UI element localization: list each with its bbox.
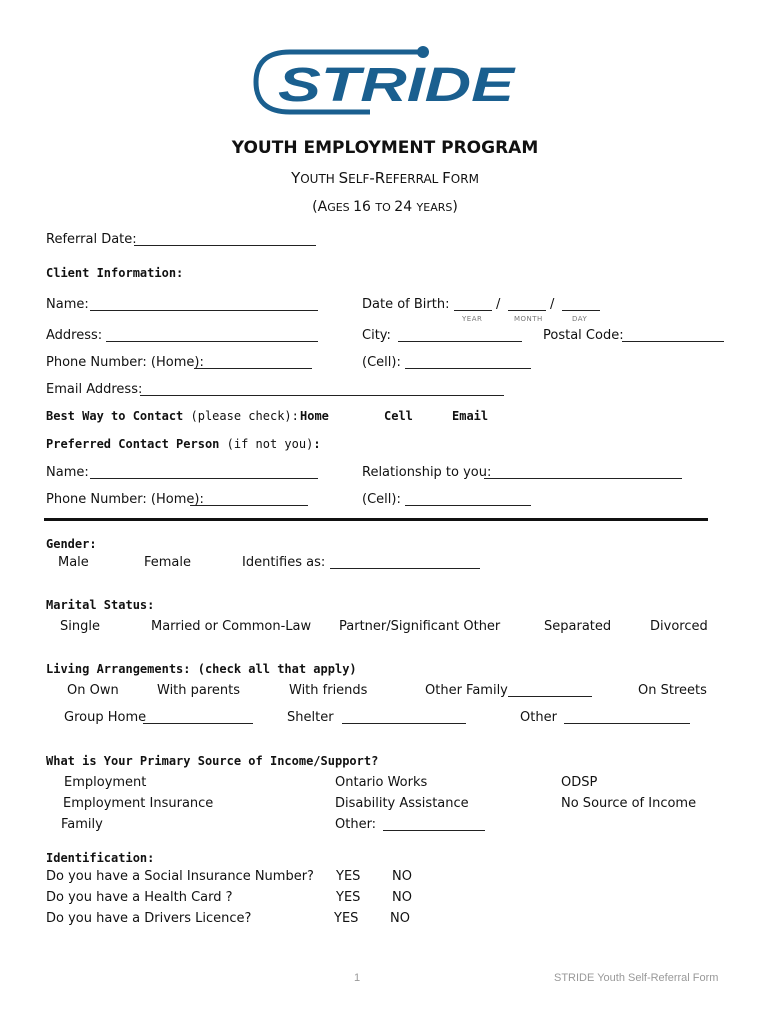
living-option-other[interactable]: Other [520, 710, 557, 725]
relationship-field[interactable] [484, 478, 682, 479]
living-option-shelter[interactable]: Shelter [287, 710, 334, 725]
id-question-drivers-licence: Do you have a Drivers Licence? [46, 911, 252, 926]
relationship-label: Relationship to you: [362, 465, 492, 480]
preferred-name-label: Name: [46, 465, 89, 480]
preferred-phone-home-label: Phone Number: (Home): [46, 492, 204, 507]
dob-day-hint: DAY [572, 315, 588, 323]
id-question-sin: Do you have a Social Insurance Number? [46, 869, 314, 884]
best-way-label: Best Way to Contact (please check): [46, 409, 299, 423]
dob-month-field[interactable] [508, 310, 546, 311]
city-field[interactable] [398, 341, 522, 342]
contact-option-home[interactable]: Home [300, 409, 329, 423]
form-ages: (AGES 16 TO 24 YEARS) [312, 199, 458, 215]
address-label: Address: [46, 328, 103, 343]
living-option-other-family[interactable]: Other Family [425, 683, 508, 698]
preferred-name-field[interactable] [90, 478, 318, 479]
living-heading: Living Arrangements: (check all that apply) [46, 662, 357, 676]
client-name-label: Name: [46, 297, 89, 312]
id-health-yes[interactable]: YES [336, 890, 361, 905]
marital-option-partner[interactable]: Partner/Significant Other [339, 619, 501, 634]
dob-label: Date of Birth: [362, 297, 450, 312]
email-label: Email Address: [46, 382, 143, 397]
dob-day-field[interactable] [562, 310, 600, 311]
cell-field[interactable] [405, 368, 531, 369]
living-option-with-parents[interactable]: With parents [157, 683, 241, 698]
marital-option-separated[interactable]: Separated [544, 619, 612, 634]
gender-identifies-label: Identifies as: [242, 555, 326, 570]
other-family-field[interactable] [508, 696, 592, 697]
income-option-odsp[interactable]: ODSP [561, 775, 598, 790]
logo-text: STRIDE [278, 59, 517, 112]
contact-option-cell[interactable]: Cell [384, 409, 413, 423]
section-divider [44, 518, 708, 521]
logo-graphic [250, 44, 522, 120]
dob-sep-2: / [550, 297, 555, 312]
contact-option-email[interactable]: Email [452, 409, 489, 423]
id-question-health-card: Do you have a Health Card ? [46, 890, 233, 905]
preferred-cell-field[interactable] [405, 505, 531, 506]
dob-year-hint: YEAR [462, 315, 483, 323]
client-name-field[interactable] [90, 310, 318, 311]
page-number: 1 [354, 972, 361, 984]
living-option-on-own[interactable]: On Own [67, 683, 119, 698]
living-other-field[interactable] [564, 723, 690, 724]
preferred-phone-home-field[interactable] [190, 505, 308, 506]
phone-home-field[interactable] [194, 368, 312, 369]
income-option-disability[interactable]: Disability Assistance [335, 796, 469, 811]
postal-code-field[interactable] [622, 341, 724, 342]
marital-option-single[interactable]: Single [60, 619, 100, 634]
postal-code-label: Postal Code: [543, 328, 624, 343]
form-subtitle: YOUTH SELF-REFERRAL FORM [291, 169, 479, 187]
income-option-employment[interactable]: Employment [64, 775, 147, 790]
city-label: City: [362, 328, 391, 343]
income-option-other[interactable]: Other: [335, 817, 377, 832]
shelter-field[interactable] [342, 723, 466, 724]
id-sin-yes[interactable]: YES [336, 869, 361, 884]
income-option-family[interactable]: Family [61, 817, 103, 832]
income-other-field[interactable] [383, 830, 485, 831]
id-licence-no[interactable]: NO [390, 911, 410, 926]
id-licence-yes[interactable]: YES [334, 911, 359, 926]
gender-identifies-field[interactable] [330, 568, 480, 569]
client-info-heading: Client Information: [46, 266, 184, 280]
gender-heading: Gender: [46, 537, 97, 551]
marital-heading: Marital Status: [46, 598, 155, 612]
phone-home-label: Phone Number: (Home): [46, 355, 204, 370]
marital-option-married[interactable]: Married or Common-Law [151, 619, 312, 634]
marital-option-divorced[interactable]: Divorced [650, 619, 708, 634]
email-field[interactable] [140, 395, 504, 396]
referral-date-label: Referral Date: [46, 232, 137, 247]
dob-month-hint: MONTH [514, 315, 543, 323]
income-option-no-source[interactable]: No Source of Income [561, 796, 697, 811]
id-health-no[interactable]: NO [392, 890, 412, 905]
identification-heading: Identification: [46, 851, 155, 865]
living-option-group-home[interactable]: Group Home [64, 710, 147, 725]
preferred-contact-heading: Preferred Contact Person (if not you): [46, 437, 321, 451]
footer-title: STRIDE Youth Self-Referral Form [554, 972, 719, 984]
income-option-employment-insurance[interactable]: Employment Insurance [63, 796, 214, 811]
dob-sep-1: / [496, 297, 501, 312]
living-option-on-streets[interactable]: On Streets [638, 683, 707, 698]
address-field[interactable] [106, 341, 318, 342]
cell-label: (Cell): [362, 355, 401, 370]
dob-year-field[interactable] [454, 310, 492, 311]
income-option-ontario-works[interactable]: Ontario Works [335, 775, 428, 790]
gender-option-male[interactable]: Male [58, 555, 89, 570]
preferred-cell-label: (Cell): [362, 492, 401, 507]
id-sin-no[interactable]: NO [392, 869, 412, 884]
income-heading: What is Your Primary Source of Income/Support? [46, 754, 379, 768]
gender-option-female[interactable]: Female [144, 555, 192, 570]
form-title: YOUTH EMPLOYMENT PROGRAM [231, 138, 539, 158]
referral-date-field[interactable] [134, 245, 316, 246]
living-option-with-friends[interactable]: With friends [289, 683, 368, 698]
group-home-field[interactable] [143, 723, 253, 724]
stride-logo [250, 44, 522, 120]
